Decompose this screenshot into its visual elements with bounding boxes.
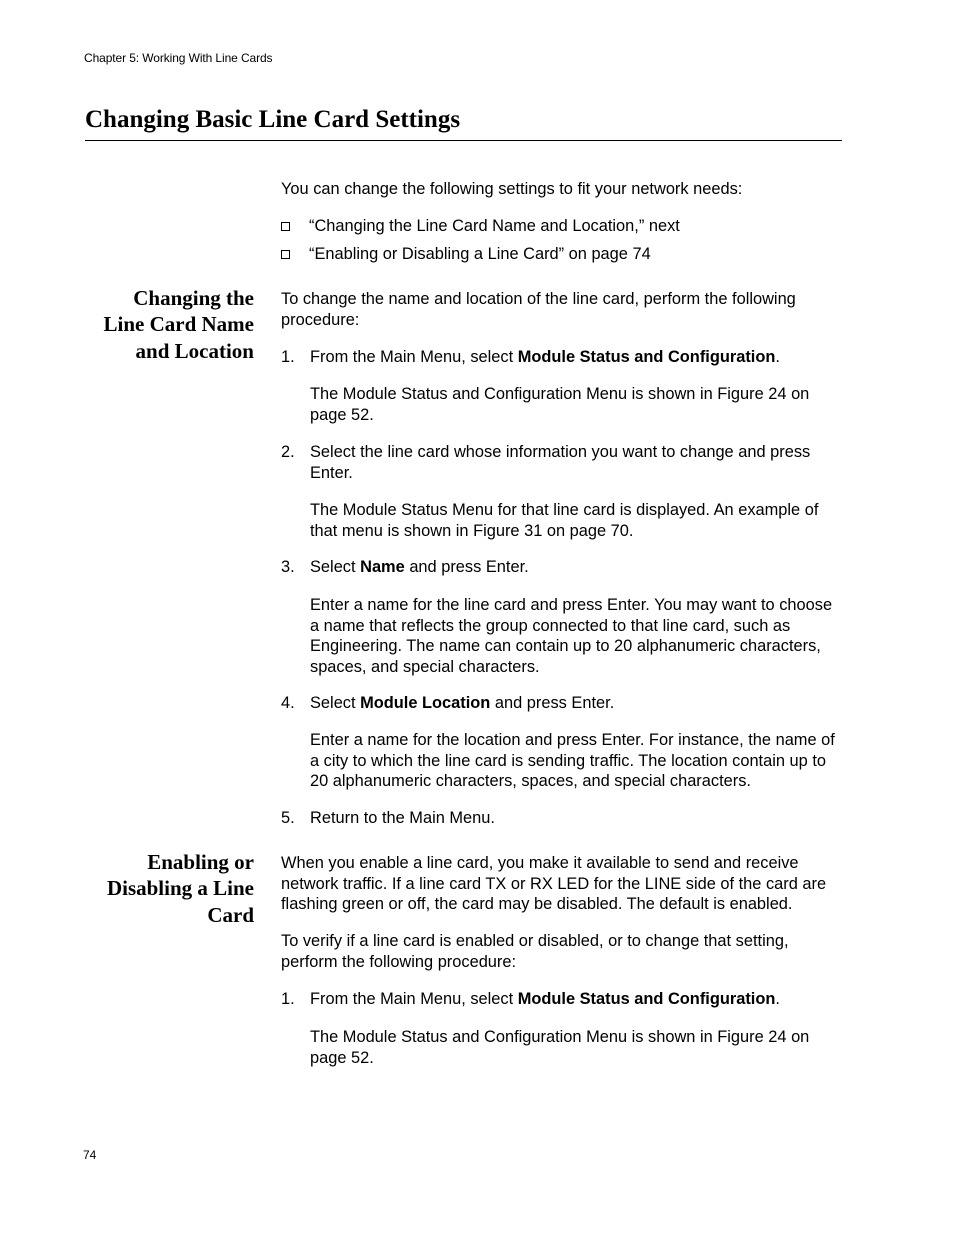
step-number: 3. [281, 558, 295, 576]
section1-intro: To change the name and location of the line card, perform the following procedure: [281, 290, 796, 329]
step-number: 1. [281, 990, 295, 1008]
step-note: The Module Status Menu for that line card is displayed. An example of that menu is shown in Figure 31 on page 70. [310, 501, 819, 540]
checkbox-bullet-icon [281, 250, 290, 259]
step-text: Select Name and press Enter. [310, 558, 529, 576]
step-number: 4. [281, 694, 295, 712]
step-number: 5. [281, 809, 295, 827]
step-text: Return to the Main Menu. [310, 809, 495, 827]
step-note: Enter a name for the location and press Enter. For instance, the name of a city to which the line card is sending traffic. The location contain up to 20 alphanumeric characters, spaces, and special characters. [310, 731, 835, 791]
bullet-text: “Changing the Line Card Name and Location,” next [309, 217, 680, 235]
section-heading-name-location [54, 285, 254, 364]
step-note: The Module Status and Configuration Menu is shown in Figure 24 on page 52. [310, 385, 810, 424]
step-text: From the Main Menu, select Module Status and Configuration. [310, 348, 780, 366]
checkbox-bullet-icon [281, 222, 290, 231]
step-number: 2. [281, 443, 295, 461]
section2-paragraph: When you enable a line card, you make it available to send and receive network traffic. If a line card TX or RX LED for the LINE side of the card are flashing green or off, the card may be disabled. The default is enabled. [281, 854, 827, 914]
bullet-text: “Enabling or Disabling a Line Card” on page 74 [309, 245, 651, 263]
section-heading-enable-disable [54, 849, 254, 928]
heading-line: and Location [135, 338, 254, 363]
step-note: Enter a name for the line card and press Enter. You may want to choose a name that reflects the group connected to that line card, such as Engineering. The name can contain up to 20 alphanumeric characters, spaces, and special characters. [310, 596, 833, 676]
heading-line: Changing the [133, 286, 254, 310]
heading-line: Card [207, 902, 254, 927]
section2-paragraph: To verify if a line card is enabled or disabled, or to change that setting, perform the following procedure: [281, 932, 789, 971]
heading-line: Enabling or [147, 850, 254, 874]
page-title: Changing Basic Line Card Settings [85, 106, 461, 133]
running-header: Chapter 5: Working With Line Cards [84, 51, 273, 65]
step-text: Select Module Location and press Enter. [310, 694, 615, 712]
step-text: Select the line card whose information you want to change and press Enter. [310, 443, 811, 482]
intro-paragraph: You can change the following settings to fit your network needs: [281, 180, 743, 198]
heading-line: Disabling a Line [106, 876, 254, 901]
title-rule [85, 140, 842, 141]
step-number: 1. [281, 348, 295, 366]
page-number: 74 [83, 1148, 97, 1162]
step-note: The Module Status and Configuration Menu is shown in Figure 24 on page 52. [310, 1028, 810, 1067]
heading-line: Line Card Name [103, 312, 254, 337]
step-text: From the Main Menu, select Module Status and Configuration. [310, 990, 780, 1008]
